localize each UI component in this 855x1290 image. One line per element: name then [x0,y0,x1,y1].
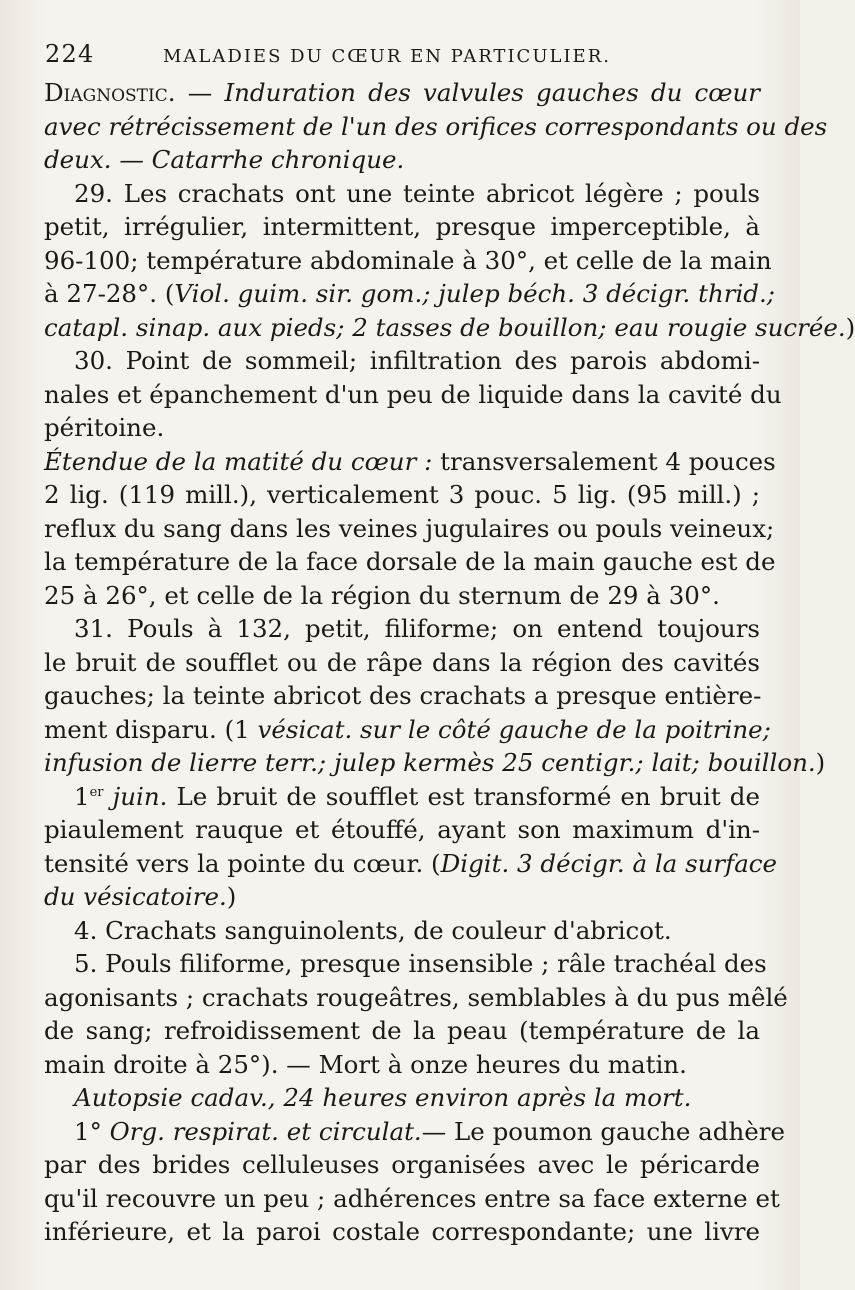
text-line: 29. Les crachats ont une teinte abricot légère ; pouls [74,178,760,208]
text-line: 2 lig. (119 mill.), verticalement 3 pouc. 5 lig. (95 mill.) ; [44,480,760,509]
text-line: péritoine. [44,413,165,442]
text-line: piaulement rauque et étouffé, ayant son maximum d'in- [44,815,760,844]
text-line: infusion de lierre terr.; julep kermès 25 centigr.; lait; bouillon.) [44,748,826,777]
text-line: petit, irrégulier, intermittent, presque imperceptible, à [44,212,760,241]
text-line: nales et épanchement d'un peu de liquide dans la cavité du [44,379,782,409]
text-line: 30. Point de sommeil; infiltration des parois abdomi- [74,346,760,375]
text-line: la température de la face dorsale de la main gauche est de [44,547,776,576]
text-line: agonisants ; crachats rougeâtres, semblables à du pus mêlé [44,982,788,1012]
text-line: Autopsie cadav., 24 heures environ après la mort. [74,1083,692,1112]
text-line: par des brides celluleuses organisées avec le péricarde [44,1150,760,1179]
italic-text: Induration des valvules gauches du cœur [224,78,760,107]
text-line: qu'il recouvre un peu ; adhérences entre sa face externe et [44,1183,780,1213]
text-line: à 27-28°. (Viol. guim. sir. gom.; julep béch. 3 décigr. thrid.; [44,279,776,308]
text-line: 31. Pouls à 132, petit, filiforme; on entend toujours [74,614,760,643]
text-line: le bruit de soufflet ou de râpe dans la région des cavités [44,647,760,677]
text-line: 5. Pouls filiforme, presque insensible ; râle trachéal des [74,949,767,978]
text-line [44,76,760,110]
text-line: Étendue de la matité du cœur : transversalement 4 pouces [44,446,776,476]
text-line: reflux du sang dans les veines jugulaires ou pouls veineux; [44,513,775,543]
text-line: inférieure, et la paroi costale correspondante; une livre [44,1217,760,1246]
section-label: Diagnostic. — [44,78,225,107]
text-line: avec rétrécissement de l'un des orifices correspondants ou des [44,111,828,141]
text-line: 1° Org. respirat. et circulat.— Le poumon gauche adhère [74,1116,785,1146]
text-line: deux. — Catarrhe chronique. [44,145,405,174]
text-line: 1er juin. Le bruit de soufflet est transformé en bruit de [74,781,760,811]
text-line: gauches; la teinte abricot des crachats a presque entière- [44,681,762,710]
running-head: MALADIES DU CŒUR EN PARTICULIER. [163,46,611,67]
text-line: ment disparu. (1 vésicat. sur le côté gauche de la poitrine; [44,714,771,744]
text-line: 4. Crachats sanguinolents, de couleur d'abricot. [74,915,672,945]
text-line: du vésicatoire.) [44,882,237,911]
page-header [45,40,765,74]
text-line: catapl. sinap. aux pieds; 2 tasses de bouillon; eau rougie sucrée.) [44,312,855,342]
text-line: tensité vers la pointe du cœur. (Digit. 3 décigr. à la surface [44,848,778,878]
text-line: 96-100; température abdominale à 30°, et celle de la main [44,245,772,275]
page-body [44,76,855,1249]
page-number: 224 [45,40,95,68]
text-line: 25 à 26°, et celle de la région du sternum de 29 à 30°. [44,580,720,610]
text-line: de sang; refroidissement de la peau (température de la [44,1016,760,1045]
text-line: main droite à 25°). — Mort à onze heures du matin. [44,1049,687,1079]
